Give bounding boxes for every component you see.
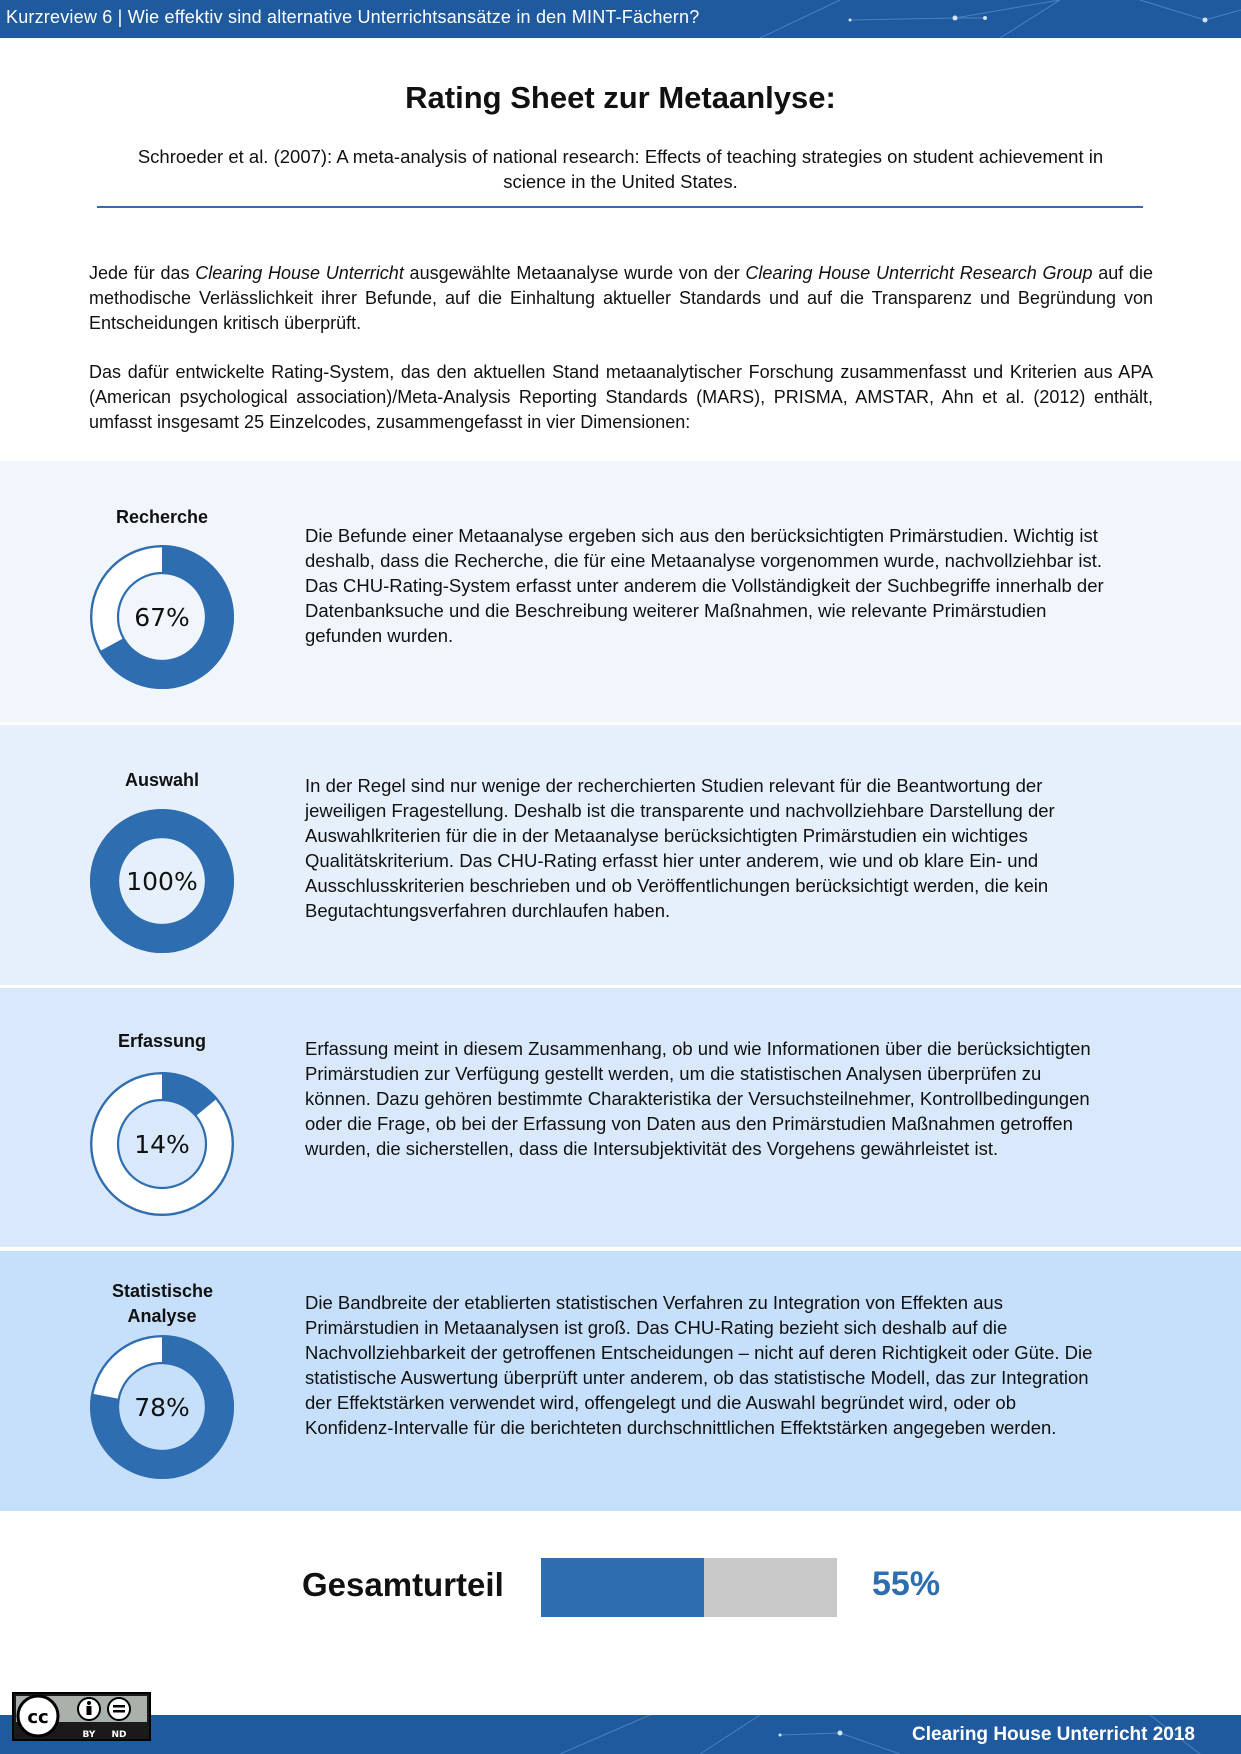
dimension-recherche: [0, 461, 1241, 722]
intro-paragraph-2: Das dafür entwickelte Rating-System, das den aktuellen Stand metaanalytischer Forschung zusammenfasst und Kriterien aus APA (American psychological association)/Meta-Analysis Reporting Standards (MARS), PRISMA, AMSTAR, Ahn et al. (2012) enthält, umfasst insgesamt 25 Einzelcodes, zusammengefasst in vier Dimensionen:: [89, 362, 1153, 432]
dimension-statistische-analyse: [0, 1251, 1241, 1511]
total-label: Gesamturteil: [302, 1566, 504, 1603]
footer-bar: [0, 1715, 1241, 1754]
donut-percent-label: 100%: [126, 867, 198, 896]
dimension-description: Die Befunde einer Metaanalyse ergeben sich aus den berücksichtigten Primärstudien. Wichtig ist deshalb, dass die Recherche, die für eine Metaanalyse vorgenommen wurde, nachvollziehbar ist. Das CHU-Rating-System erfasst unter anderem die Vollständigkeit der Suchbegriffe innerhalb der Datenbanksuche und die Beschreibung weiterer Maßnahmen, wie relevante Primärstudien gefunden wurden.: [305, 525, 1104, 646]
dimension-label: Statistische Analyse: [112, 1281, 214, 1326]
donut-chart: [88, 1333, 236, 1481]
intro-paragraph-1: [89, 261, 1153, 336]
license-nd-text: ND: [111, 1730, 127, 1740]
license-by-text: BY: [82, 1730, 96, 1740]
dimension-auswahl: [0, 725, 1241, 985]
intro-text: Jede für das: [89, 263, 196, 283]
page-title: Rating Sheet zur Metaanlyse:: [405, 80, 836, 115]
donut-chart: [88, 1070, 236, 1218]
license-badge-graphic: [14, 1694, 153, 1743]
donut-percent-label: 67%: [134, 603, 190, 632]
dimension-label: Auswahl: [124, 770, 199, 790]
donut-percent-label: 78%: [134, 1393, 190, 1422]
total-value: 55%: [872, 1565, 941, 1603]
donut-chart: [88, 543, 236, 691]
intro-emphasis: Clearing House Unterricht Research Group: [745, 263, 1093, 283]
intro-text: ausgewählte Metaanalyse wurde von der: [403, 263, 746, 283]
citation: Schroeder et al. (2007): A meta-analysis of national research: Effects of teaching strategies on student achievement in science in the United States.: [137, 146, 1104, 192]
dimension-erfassung: [0, 988, 1241, 1247]
svg-text:cc: cc: [27, 1707, 49, 1728]
total-progress-bar: [541, 1558, 837, 1617]
footer-text: Clearing House Unterricht 2018: [912, 1724, 1195, 1745]
dimension-description: Erfassung meint in diesem Zusammenhang, ob und wie Informationen über die berücksichtigten Primärstudien zur Verfügung gestellt werden, um die statistischen Analysen überprüfen zu können. Dazu gehören bestimmte Charakteristika der Versuchsteilnehmer, Kontrollbedingungen oder die Frage, ob bei der Erfassung von Daten aus den Primärstudien Maßnahmen getroffen wurden, die sicherstellen, dass die Intersubjektivität des Vorgehens gewährleistet ist.: [305, 1038, 1091, 1159]
divider: [97, 206, 1143, 208]
dimension-label: Erfassung: [117, 1031, 207, 1051]
header-title: Kurzreview 6 | Wie effektiv sind alternative Unterrichtsansätze in den MINT-Fächern?: [6, 7, 700, 27]
cc-by-nd-icon: [12, 1692, 151, 1741]
dimension-description: Die Bandbreite der etablierten statistischen Verfahren zu Integration von Effekten aus Primärstudien in Metaanalysen ist groß. Das CHU-Rating bezieht sich deshalb auf die Nachvollziehbarkeit der getroffenen Entscheidungen – nicht auf deren Richtigkeit oder Güte. Die statistische Auswertung überprüft unter anderem, ob das statistische Modell, das zur Integration der Effektstärken verwendet wird, offengelegt und die Auswahl begründet wird, oder ob Konfidenz-Intervalle für die berichteten durchschnittlichen Effektstärken angegeben werden.: [305, 1292, 1093, 1438]
dimension-label: Recherche: [115, 507, 209, 527]
total-progress-fill: [541, 1558, 704, 1617]
donut-percent-label: 14%: [134, 1130, 190, 1159]
donut-chart: [88, 807, 236, 955]
dimension-description: In der Regel sind nur wenige der recherchierten Studien relevant für die Beantwortung der jeweiligen Fragestellung. Deshalb ist die transparente und nachvollziehbare Darstellung der Auswahlkriterien für die in der Metaanalyse berücksichtigten Primärstudien ein wichtiges Qualitätskriterium. Das CHU-Rating erfasst hier unter anderem, wie und ob klare Ein- und Ausschlusskriterien beschrieben und ob Veröffentlichungen berücksichtigt werden, die kein Begutachtungsverfahren durchlaufen haben.: [305, 775, 1055, 921]
intro-text: auf die methodische Verlässlichkeit ihrer Befunde, auf die Einhaltung aktueller Standards und auf die Transparenz und Begründung von Entscheidungen kritisch überprüft.: [89, 263, 1154, 333]
intro-emphasis: Clearing House Unterricht: [195, 263, 404, 283]
header-bar: [0, 0, 1241, 38]
